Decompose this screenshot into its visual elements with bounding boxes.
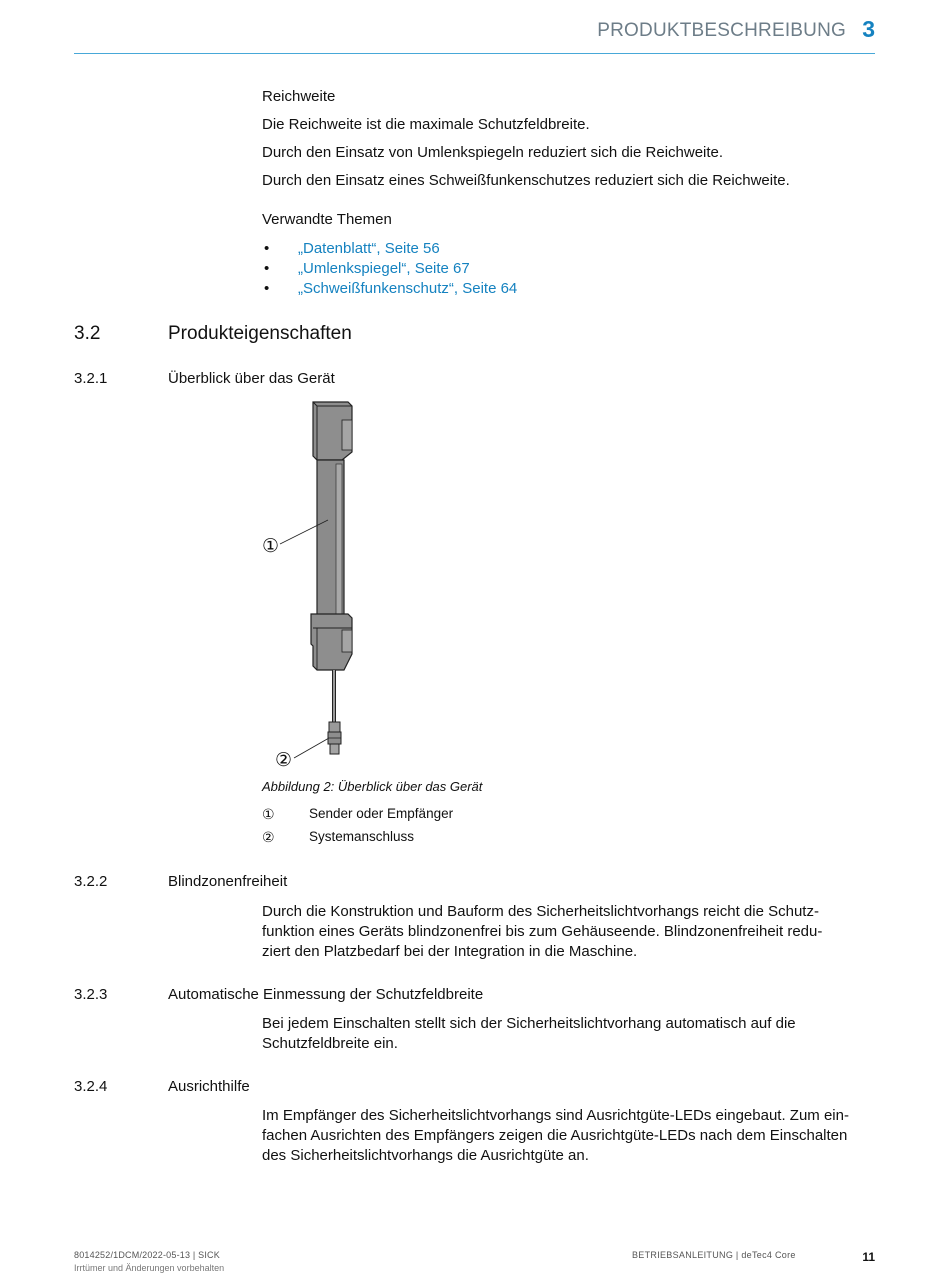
section-title: Produkteigenschaften — [168, 323, 352, 344]
subsection-number: 3.2.4 — [74, 1078, 108, 1095]
list-item — [262, 239, 762, 259]
callout-2: ② — [275, 750, 293, 771]
subsection-title: Überblick über das Gerät — [168, 370, 335, 387]
device-illustration — [258, 398, 368, 770]
related-topics-list — [262, 239, 762, 299]
paragraph-line: fachen Ausrichten des Empfängers zeigen die Ausrichtgüte-LEDs nach dem Einschalten — [262, 1127, 848, 1144]
running-header-title: PRODUKTBESCHREIBUNG — [597, 20, 846, 41]
reichweite-heading: Reichweite — [262, 88, 336, 105]
bullet: • — [264, 280, 270, 297]
bullet: • — [264, 260, 270, 277]
reichweite-line: Die Reichweite ist die maximale Schutzfeldbreite. — [262, 116, 590, 133]
paragraph-line: des Sicherheitslichtvorhangs die Ausrichtgüte an. — [262, 1147, 589, 1164]
footer-doc-id: 8014252/1DCM/2022-05-13 | SICK — [74, 1250, 220, 1260]
subsection-number: 3.2.3 — [74, 986, 108, 1003]
paragraph-line: Bei jedem Einschalten stellt sich der Sicherheitslichtvorhang automatisch auf die — [262, 1015, 796, 1032]
callout-1: ① — [262, 536, 280, 557]
list-item — [262, 259, 762, 279]
legend-text: Systemanschluss — [309, 829, 415, 844]
related-topics-heading: Verwandte Themen — [262, 211, 392, 228]
link-schweissfunkenschutz[interactable]: „Schweißfunkenschutz“, Seite 64 — [298, 280, 518, 297]
reichweite-line: Durch den Einsatz von Umlenkspiegeln reduziert sich die Reichweite. — [262, 144, 724, 161]
page-number: 11 — [862, 1250, 875, 1264]
legend-number: ① — [262, 806, 275, 822]
subsection-title: Ausrichthilfe — [168, 1078, 250, 1095]
bullet: • — [264, 240, 270, 257]
figure-caption: Abbildung 2: Überblick über das Gerät — [262, 779, 483, 794]
legend-number: ② — [262, 829, 275, 845]
footer-disclaimer: Irrtümer und Änderungen vorbehalten — [74, 1263, 225, 1273]
subsection-number: 3.2.1 — [74, 370, 108, 387]
section-number: 3.2 — [74, 323, 101, 344]
subsection-title: Automatische Einmessung der Schutzfeldbreite — [168, 986, 484, 1003]
reichweite-line: Durch den Einsatz eines Schweißfunkenschutzes reduziert sich die Reichweite. — [262, 172, 790, 189]
footer-doc-type: BETRIEBSANLEITUNG | deTec4 Core — [632, 1250, 796, 1260]
paragraph-line: Im Empfänger des Sicherheitslichtvorhangs sind Ausrichtgüte-LEDs eingebaut. Zum ein- — [262, 1107, 849, 1124]
subsection-title: Blindzonenfreiheit — [168, 873, 288, 890]
link-umlenkspiegel[interactable]: „Umlenkspiegel“, Seite 67 — [298, 260, 470, 277]
paragraph-line: funktion eines Geräts blindzonenfrei bis zum Gehäuseende. Blindzonenfreiheit redu- — [262, 923, 823, 940]
subsection-number: 3.2.2 — [74, 873, 108, 890]
legend-text: Sender oder Empfänger — [309, 806, 454, 821]
header-divider — [74, 53, 875, 54]
paragraph-line: Durch die Konstruktion und Bauform des Sicherheitslichtvorhangs reicht die Schutz- — [262, 903, 819, 920]
paragraph-line: Schutzfeldbreite ein. — [262, 1035, 398, 1052]
callout-leader-2 — [294, 738, 329, 758]
paragraph-line: ziert den Platzbedarf bei der Integration in die Maschine. — [262, 943, 638, 960]
chapter-number: 3 — [862, 16, 875, 42]
link-datenblatt[interactable]: „Datenblatt“, Seite 56 — [298, 240, 440, 257]
list-item — [262, 279, 762, 299]
